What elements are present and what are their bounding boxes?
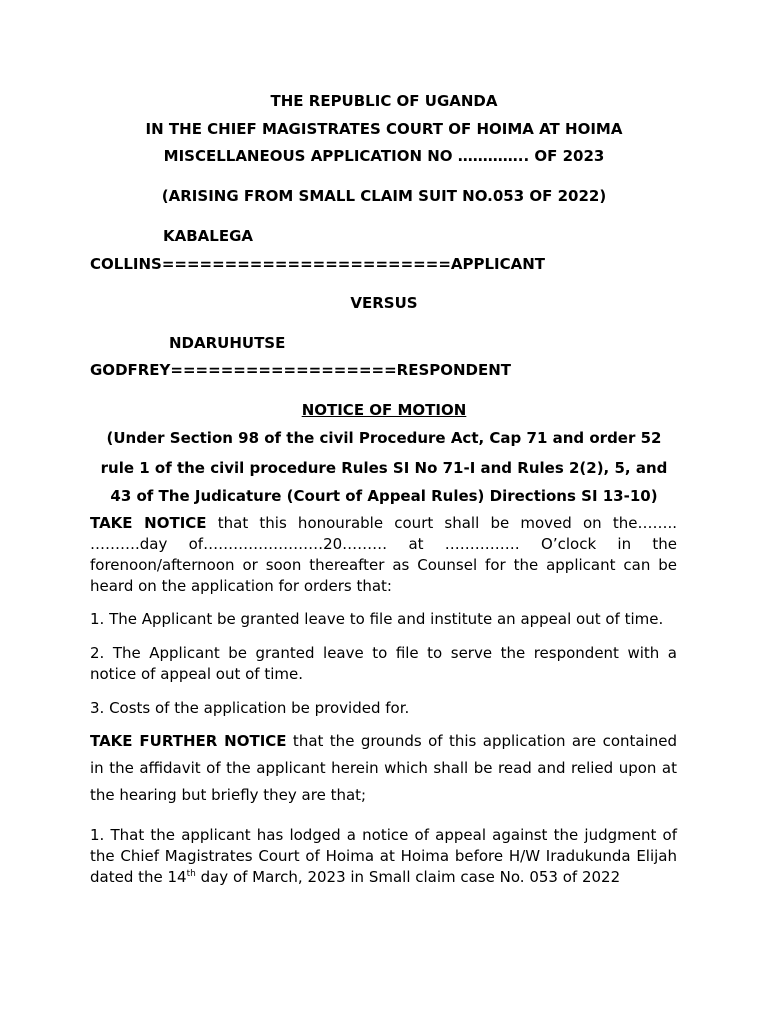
- applicant-line: COLLINS=======================APPLICANT: [90, 255, 546, 273]
- court-heading: IN THE CHIEF MAGISTRATES COURT OF HOIMA AT HOIMA: [145, 120, 623, 138]
- republic-heading: THE REPUBLIC OF UGANDA: [270, 92, 498, 110]
- further-notice-lead: TAKE FURTHER NOTICE: [90, 732, 287, 750]
- take-notice-lead: TAKE NOTICE: [90, 514, 207, 532]
- legal-basis-line-3: 43 of The Judicature (Court of Appeal Rules) Directions SI 13-10): [110, 487, 658, 505]
- take-notice-paragraph: [90, 513, 677, 597]
- motion-title: NOTICE OF MOTION: [301, 401, 467, 419]
- versus-label: VERSUS: [350, 294, 418, 312]
- application-number: MISCELLANEOUS APPLICATION NO ………….. OF 2023: [163, 147, 605, 165]
- legal-basis-line-1: (Under Section 98 of the civil Procedure Act, Cap 71 and order 52: [106, 429, 662, 447]
- ordinal-suffix: th: [186, 869, 196, 879]
- order-2: 2. The Applicant be granted leave to file to serve the respondent with a notice of appeal out of time.: [90, 644, 677, 683]
- order-3: 3. Costs of the application be provided for.: [90, 699, 410, 717]
- ground-1: [90, 825, 677, 888]
- arising-from: (ARISING FROM SMALL CLAIM SUIT NO.053 OF 2022): [161, 187, 607, 205]
- respondent-line: GODFREY==================RESPONDENT: [90, 361, 512, 379]
- further-notice-text: that the grounds of this application are contained in the affidavit of the applicant herein which shall be read and relied upon at the hearing but briefly they are that;: [90, 732, 677, 804]
- ground-1-text-end: day of March, 2023 in Small claim case No. 053 of 2022: [195, 868, 621, 886]
- applicant-first-name: KABALEGA: [163, 227, 253, 245]
- legal-basis-line-2: rule 1 of the civil procedure Rules SI No 71-I and Rules 2(2), 5, and: [100, 459, 668, 477]
- ground-1-text: 1. That the applicant has lodged a notice of appeal against the judgment of the Chief Magistrates Court of Hoima at Hoima before H/W Iradukunda Elijah dated the 14: [90, 826, 677, 886]
- take-notice-text: that this honourable court shall be moved on the…….. ……….day of……………………20……… at …………… O’clock in the forenoon/afternoon or soon thereafter as Counsel for the applicant can be heard on the application for orders that:: [90, 514, 677, 595]
- order-1: 1. The Applicant be granted leave to file and institute an appeal out of time.: [90, 610, 664, 628]
- respondent-first-name: NDARUHUTSE: [169, 334, 286, 352]
- further-notice-paragraph: [90, 728, 677, 809]
